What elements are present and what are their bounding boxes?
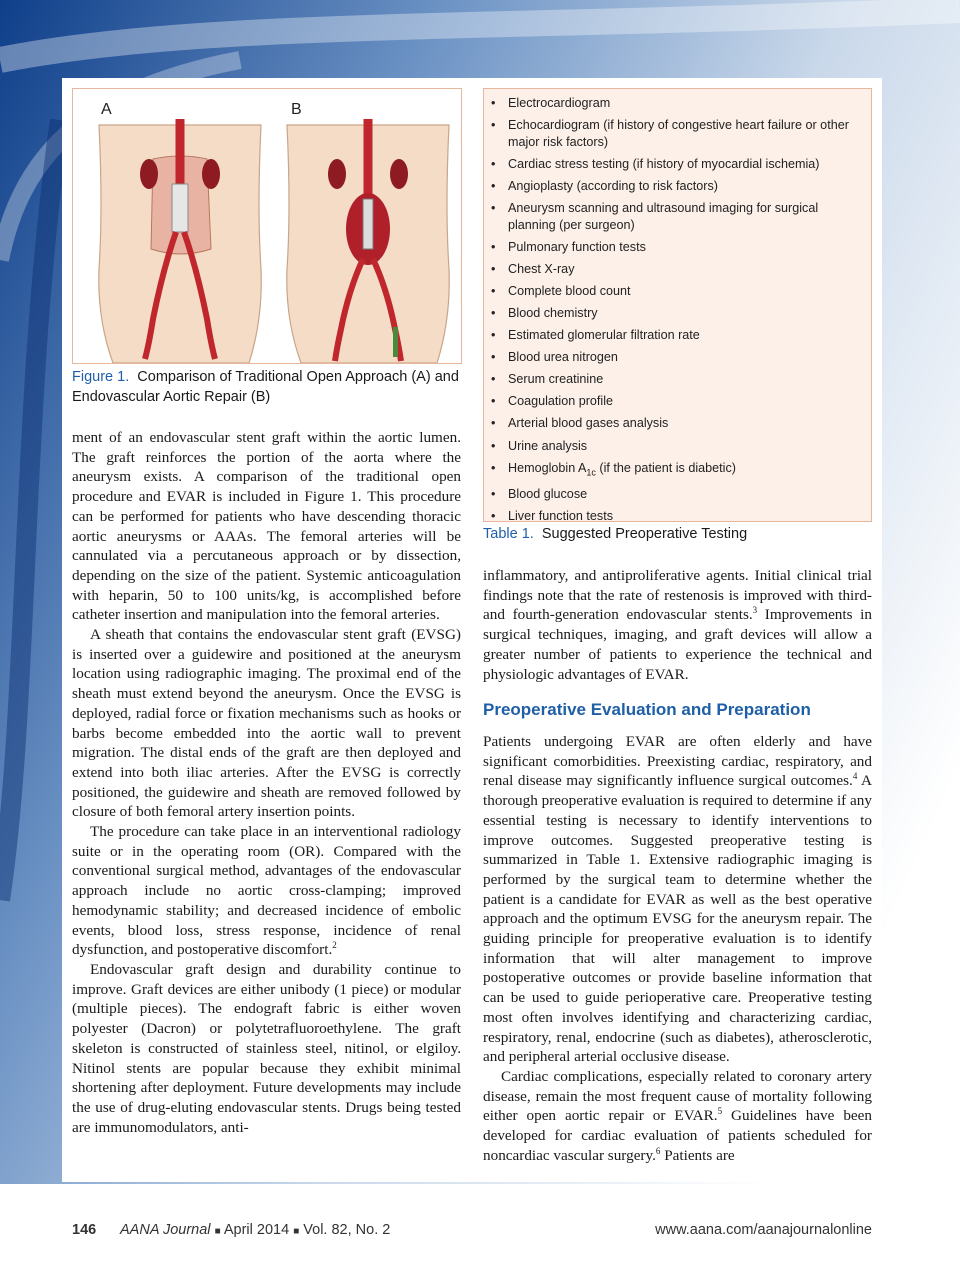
right-column-text-bottom (483, 732, 872, 1165)
bullet-icon: • (491, 305, 496, 320)
bullet-icon: • (491, 394, 496, 409)
table-list-item: • Hemoglobin $A_{1c}$ (if the patient is diabetic) (491, 460, 736, 478)
panel-label-a: A (101, 101, 112, 118)
bullet-icon: • (491, 416, 496, 431)
journal-name: AANA Journal (120, 1222, 211, 1238)
table-list-item: • Angioplasty (according to risk factors) (491, 178, 718, 193)
table-list-item: • Liver function tests (491, 509, 613, 524)
bullet-icon: • (491, 283, 496, 298)
aortic-repair-illustration (73, 89, 461, 363)
separator: ■ (214, 1226, 221, 1237)
bullet-icon: • (491, 178, 496, 193)
paragraph: A sheath that contains the endovascular stent graft (EVSG) is inserted over a guidewire and positioned at the aneurysm location using radiographic imaging. The proximal end of the sheath must extend beyond the aneurysm. Once the EVSG is deployed, radial force or fixation mechanisms such as hooks or barbs become embedded into the aortic wall to prevent migration. The distal ends of the graft are then deployed and extend into both iliac arteries. After the EVSG is correctly positioned, the guidewire and sheath are removed followed by closure of both femoral artery insertion points. (72, 626, 461, 821)
issue-date: April 2014 (223, 1222, 290, 1238)
bullet-icon: • (491, 118, 496, 133)
table-caption-text: Suggested Preoperative Testing (541, 526, 748, 542)
reference-superscript: 6 (655, 1145, 661, 1156)
reference-superscript: 4 (852, 771, 858, 782)
panel-label-b: B (291, 101, 302, 118)
figure-caption (72, 368, 462, 407)
table-list-item: • Coagulation profile (491, 394, 614, 409)
bullet-icon: • (491, 509, 496, 524)
bullet-icon: • (491, 328, 496, 343)
figure-caption-text: Comparison of Traditional Open Approach (A) and Endovascular Aortic Repair (B) (72, 369, 459, 405)
reference-superscript: 2 (332, 940, 337, 951)
preoperative-testing-list (484, 89, 871, 525)
table-list-item: • Arterial blood gases analysis (491, 416, 669, 431)
bullet-icon: • (491, 239, 496, 254)
left-column-text (72, 428, 461, 1137)
bullet-icon: • (491, 156, 496, 171)
right-column-text-top (483, 566, 872, 684)
bullet-icon: • (491, 261, 496, 276)
bullet-icon: • (491, 438, 496, 453)
table-list-item: • Cardiac stress testing (if history of myocardial ischemia) (491, 156, 820, 171)
table-list-item: • Serum creatinine (491, 372, 604, 387)
table-list-item: • Pulmonary function tests (491, 239, 646, 254)
table-list-item: • Electrocardiogram (491, 96, 611, 110)
bullet-icon: • (491, 350, 496, 365)
paragraph: The procedure can take place in an interventional radiology suite or in the operating room (OR). Compared with the conventional surgical method, advantages of the endovascular approach include no aortic cross-clamping; improved hemodynamic stability; and decreased incidence of embolic events, blood loss, stress response, incidence of renal dysfunction, and postoperative discomfort.$^2$ (72, 823, 461, 959)
figure-caption-label: Figure 1. (72, 369, 130, 385)
journal-page (62, 78, 882, 1182)
table-list-item: • Echocardiogram (if history of congestive heart failure or other major risk factors) (491, 118, 849, 149)
reference-superscript: 5 (717, 1106, 723, 1117)
separator: ■ (293, 1226, 300, 1237)
page-footer (72, 1222, 872, 1242)
bullet-icon: • (491, 372, 496, 387)
bullet-icon: • (491, 96, 496, 110)
journal-url[interactable]: www.aana.com/aanajournalonline (655, 1222, 872, 1238)
bullet-icon: • (491, 487, 496, 502)
table-1-box (483, 88, 872, 522)
paragraph: Endovascular graft design and durability continue to improve. Graft devices are either unibody (1 piece) or modular (multiple pieces). The endograft fabric is either woven polyester (Dacron) or polytetrafluoroethylene. The graft skeleton is constructed of stainless steel, nitinol, or elgiloy. Nitinol stents are popular because they exhibit minimal shortening after deployment. Future developments may include the use of drug-eluting endovascular stents. Drugs being tested are immunomodulators, anti- (72, 960, 461, 1136)
table-list-item: • Blood chemistry (491, 305, 598, 320)
volume: Vol. 82, No. 2 (303, 1222, 391, 1238)
page-number: 146 (72, 1222, 97, 1238)
paragraph: Patients undergoing EVAR are often elderly and have significant comorbidities. Preexisting cardiac, respiratory, and renal disease may significantly influence surgical outcomes.$^4$ A thorough preoperative evaluation is required to determine if any essential testing is necessary to identify interventions to improve outcomes. Suggested preoperative testing is summarized in Table 1. Extensive radiographic imaging is performed by the surgical team to determine whether the patient is a candidate for EVAR as well as the best operative approach and the optimum EVSG for the aneurysm repair. The guiding principle for preoperative evaluation is to identify information that will alter management to improve postoperative outcomes or provide baseline information that can be used to guide perioperative care. Preoperative testing most often involves identifying and characterizing cardiac, respiratory, renal, endocrine (such as diabetes), atherosclerotic, and peripheral arterial occlusive disease. (483, 733, 872, 1066)
reference-superscript: 3 (752, 605, 758, 616)
journal-info (120, 1222, 390, 1238)
figure-1 (72, 88, 462, 364)
table-caption (483, 526, 747, 542)
table-list-item: • Aneurysm scanning and ultrasound imaging for surgical planning (per surgeon) (491, 200, 819, 232)
paragraph: Cardiac complications, especially related to coronary artery disease, remain the most frequent cause of mortality following either open aortic repair or EVAR.$^5$ Guidelines have been developed for cardiac evaluation of patients scheduled for noncardiac vascular surgery.$^6$ Patients are (483, 1067, 872, 1164)
table-list-item: • Blood glucose (491, 487, 588, 502)
paragraph: inflammatory, and antiproliferative agents. Initial clinical trial findings note that the rate of restenosis is improved with third- and fourth-generation endovascular stents.$^3$ Improvements in surgical techniques, imaging, and graft devices will allow a greater number of patients to experience the technical and physiologic advantages of EVAR. (483, 567, 872, 683)
table-list-item: • Chest X-ray (491, 261, 575, 276)
paragraph: ment of an endovascular stent graft within the aortic lumen. The graft reinforces the portion of the aorta where the aneurysm exists. A comparison of the traditional open procedure and EVAR is included in Figure 1. This procedure can be performed for patients who have descending thoracic aortic aneurysms or AAAs. The femoral arteries will be cannulated via a percutaneous approach or by dissection, depending on the size of the patient. Systemic anticoagulation with heparin, 50 to 100 units/kg, is accomplished before catheter insertion and manipulation into the femoral arteries. (72, 429, 461, 624)
bullet-icon: • (491, 460, 496, 475)
table-list-item: • Complete blood count (491, 283, 631, 298)
table-list-item: • Estimated glomerular filtration rate (491, 328, 700, 343)
table-caption-label: Table 1. (483, 526, 534, 542)
section-heading: Preoperative Evaluation and Preparation (483, 700, 811, 719)
table-list-item: • Urine analysis (491, 438, 588, 453)
table-list-item: • Blood urea nitrogen (491, 350, 618, 365)
bullet-icon: • (491, 200, 496, 215)
